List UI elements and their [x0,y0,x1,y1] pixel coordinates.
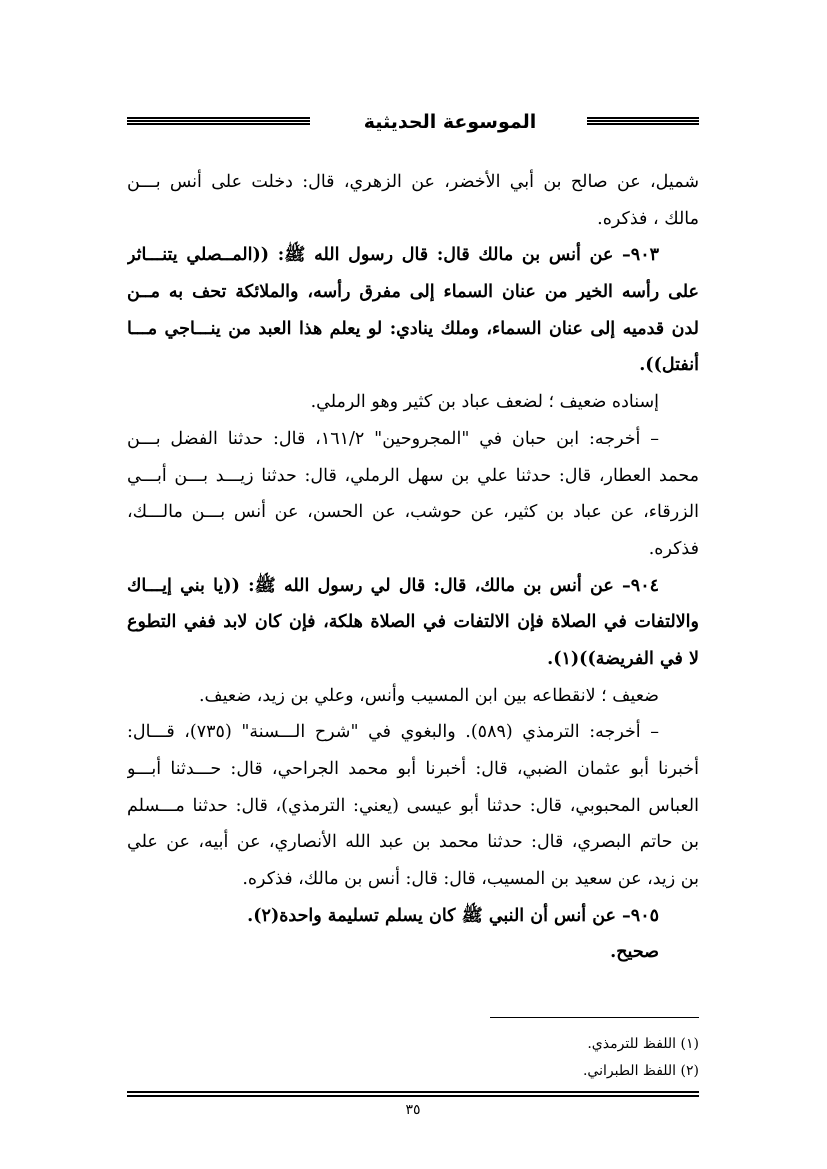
hadith-904-line: والالتفات في الصلاة فإن الالتفات في الصلاة هلكة، فإن كان لابد ففي التطوع [127,612,699,633]
takhrij-line: – أخرجه: ابن حبان في "المجروحين" ١٦١/٢، قال: حدثنا الفضل بـــن [127,428,659,449]
hadith-904-line: لا في الفريضة))(١). [547,648,699,669]
takhrij-line: فذكره. [648,538,699,559]
running-header-title: الموسوعة الحديثية [363,111,537,133]
hadith-903-line: ٩٠٣– عن أنس بن مالك قال: قال رسول الله ﷺ: ((المــصلي يتنـــاثر [127,245,659,266]
footnote: (٢) اللفظ الطبراني. [582,1063,699,1079]
takhrij-line: محمد العطار، قال: حدثنا علي بن سهل الرملي، قال: حدثنا زيـــد بـــن أبـــي [127,465,699,486]
takhrij-line: – أخرجه: الترمذي (٥٨٩). والبغوي في "شرح الـــسنة" (٧٣٥)، قـــال: [127,722,659,743]
isnad-grading: إسناده ضعيف ؛ لضعف عباد بن كثير وهو الرملي. [310,392,659,413]
footnote-separator [490,1017,699,1018]
hadith-903-line: على رأسه الخير من عنان السماء إلى مفرق رأسه، والملائكة تحف به مــن [127,282,699,303]
isnad-grading: ضعيف ؛ لانقطاعه بين ابن المسيب وأنس، وعلي بن زيد، ضعيف. [198,685,659,706]
footnotes [440,1031,699,1085]
text-line: شميل، عن صالح بن أبي الأخضر، عن الزهري، قال: دخلت على أنس بـــن [127,172,699,192]
takhrij-line: بن زيد، عن سعيد بن المسيب، قال: قال: أنس بن مالك، فذكره. [242,869,699,890]
hadith-903-line: أنفتل)). [639,355,699,376]
hadith-903-line: لدن قدميه إلى عنان السماء، وملك ينادي: لو يعلم هذا العبد من ينـــاجي مـــا [127,318,699,339]
takhrij-line: أخبرنا أبو عثمان الضبي، قال: أخبرنا أبو محمد الجراحي، قال: حـــدثنا أبـــو [127,759,699,779]
header-rule-right [587,117,699,125]
page-number: ٣٥ [405,1102,421,1118]
body-text [127,164,699,971]
hadith-905-line: ٩٠٥– عن أنس أن النبي ﷺ كان يسلم تسليمة واحدة(٢). [247,905,659,926]
takhrij-line: بن حاتم البصري، قال: حدثنا محمد بن عبد الله الأنصاري، عن أبيه، عن علي [127,832,699,853]
footnote: (١) اللفظ للترمذي. [587,1036,699,1052]
hadith-904-line: ٩٠٤– عن أنس بن مالك، قال: قال لي رسول الله ﷺ: ((يا بني إيـــاك [127,575,659,596]
isnad-grading: صحيح. [610,942,659,963]
takhrij-line: العباس المحبوبي، قال: حدثنا أبو عيسى (يعني: الترمذي)، قال: حدثنا مـــسلم [127,795,699,816]
takhrij-line: الزرقاء، عن عباد بن كثير، عن حوشب، عن الحسن، عن أنس بـــن مالـــك، [127,502,699,523]
text-line: مالك ، فذكره. [597,208,699,229]
header-rule-left [127,117,310,125]
footer-rule [127,1091,699,1099]
